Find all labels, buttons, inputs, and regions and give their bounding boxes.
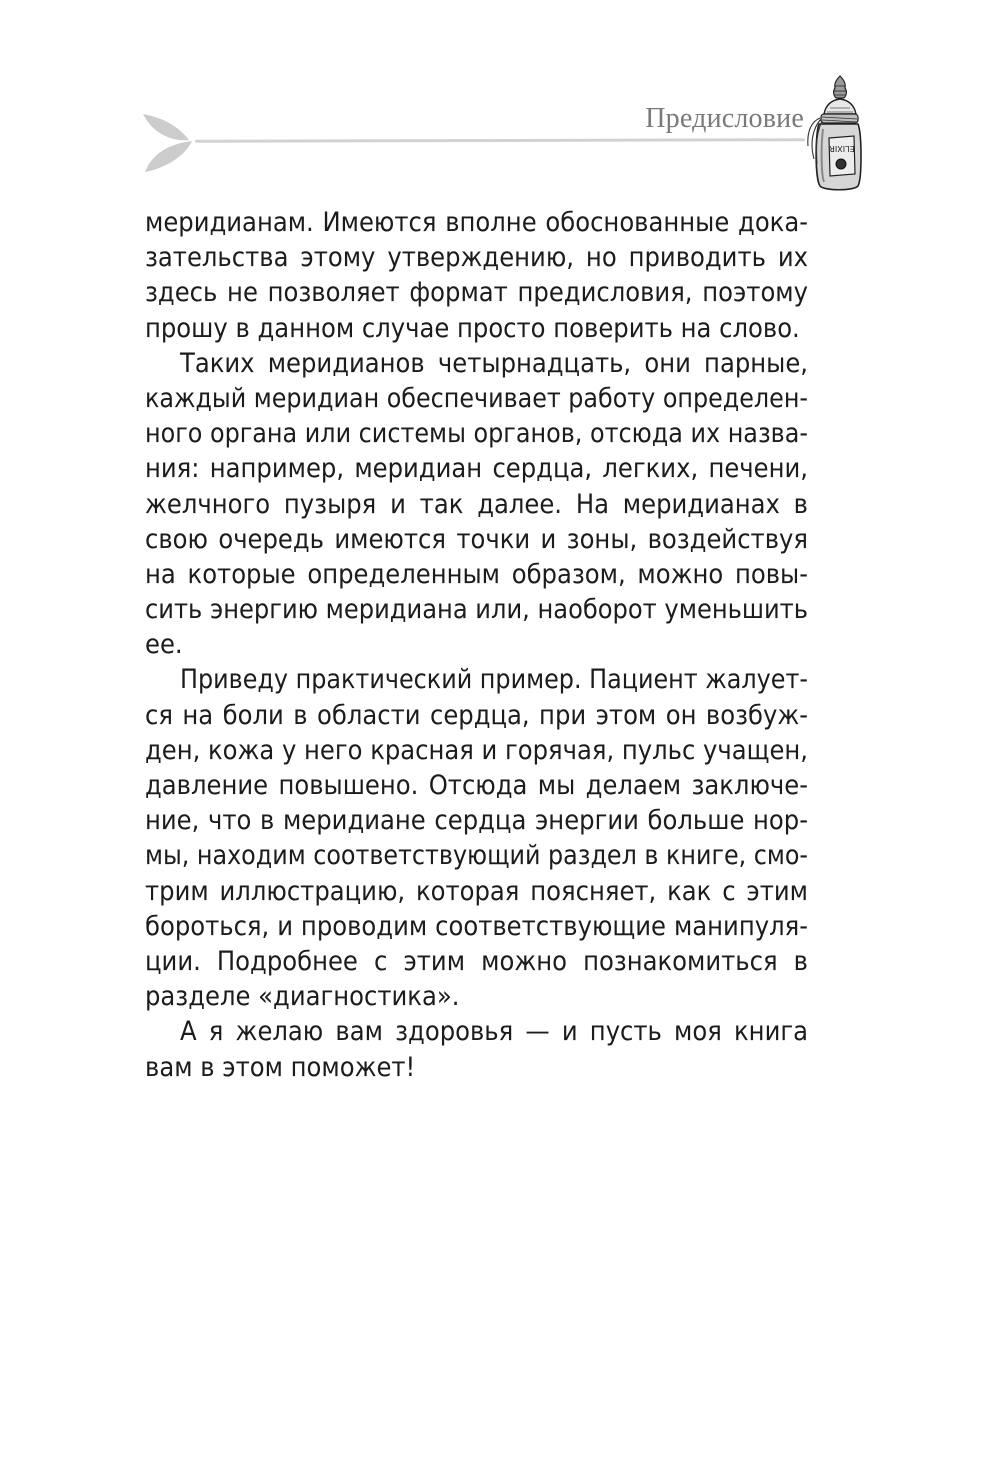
text-line-content: ния: например, меридиан сердца, легких, печени, <box>145 453 808 485</box>
text-line <box>145 627 808 662</box>
text-line-content: здесь не позволяет формат предисловия, поэтому <box>145 277 808 309</box>
body-text <box>145 205 808 1085</box>
text-line-content: вам в этом поможет! <box>145 1051 416 1083</box>
elixir-bottle-icon <box>802 74 864 194</box>
text-line-content: ции. Подробнее с этим можно познакомиться в <box>145 945 808 977</box>
paragraph <box>145 205 808 346</box>
text-line <box>145 803 808 838</box>
text-line-content: мы, находим соответствующий раздел в книге, смо- <box>145 840 808 872</box>
text-line <box>145 451 808 486</box>
text-line-content: ден, кожа у него красная и горячая, пульс учащен, <box>145 734 808 766</box>
text-line <box>145 346 808 381</box>
text-line <box>145 838 808 873</box>
text-line <box>145 1050 808 1085</box>
text-line-content: А я желаю вам здоровья — и пусть моя книга <box>180 1016 808 1048</box>
text-line <box>145 874 808 909</box>
text-line <box>145 311 808 346</box>
text-line <box>145 557 808 592</box>
text-line <box>145 909 808 944</box>
text-line-content: сить энергию меридиана или, наоборот уменьшить <box>145 594 808 626</box>
text-line <box>145 733 808 768</box>
text-line <box>145 698 808 733</box>
header-rule <box>195 138 805 143</box>
paragraph <box>145 346 808 663</box>
text-line-content: давление повышено. Отсюда мы делаем заключе- <box>145 770 808 801</box>
text-line-content: ся на боли в области сердца, при этом он возбуж- <box>145 699 808 731</box>
text-line-content: меридианам. Имеются вполне обоснованные дока- <box>145 207 808 238</box>
text-line <box>145 944 808 979</box>
text-line-content: ние, что в меридиане сердца энергии больше нор- <box>145 805 808 837</box>
text-line-content: желчного пузыря и так далее. На меридианах в <box>145 488 808 520</box>
text-line <box>145 381 808 416</box>
text-line <box>145 1014 808 1049</box>
text-line-content: каждый меридиан обеспечивает работу определен- <box>145 382 808 414</box>
text-line <box>145 487 808 522</box>
leaf-ornament-icon <box>140 110 210 180</box>
text-line <box>145 205 808 240</box>
text-line-content: разделе «диагностика». <box>145 981 460 1013</box>
text-line-content: Приведу практический пример. Пациент жалует- <box>180 664 808 696</box>
text-line <box>145 979 808 1014</box>
bottle-label: ELIXIR <box>829 144 855 153</box>
text-line-content: на которые определенным образом, можно повы- <box>145 558 808 590</box>
text-line-content: ного органа или системы органов, отсюда их назва- <box>145 418 808 450</box>
page-header <box>0 0 1000 200</box>
text-line-content: бороться, и проводим соответствующие манипуля- <box>145 910 808 942</box>
paragraph <box>145 662 808 1014</box>
text-line <box>145 592 808 627</box>
text-line-content: ее. <box>145 629 183 661</box>
text-line <box>145 768 808 803</box>
text-line <box>145 522 808 557</box>
text-line <box>145 662 808 697</box>
text-line-content: зательства этому утверждению, но приводить их <box>145 242 808 274</box>
text-line <box>145 275 808 310</box>
text-line <box>145 416 808 451</box>
text-line-content: трим иллюстрацию, которая поясняет, как с этим <box>145 875 808 907</box>
running-head: Предисловие <box>645 103 804 134</box>
text-line-content: свою очередь имеются точки и зоны, воздействуя <box>145 523 808 555</box>
text-line <box>145 240 808 275</box>
text-line-content: Таких меридианов четырнадцать, они парные, <box>180 347 808 379</box>
paragraph <box>145 1014 808 1084</box>
text-line-content: прошу в данном случае просто поверить на слово. <box>145 312 800 344</box>
